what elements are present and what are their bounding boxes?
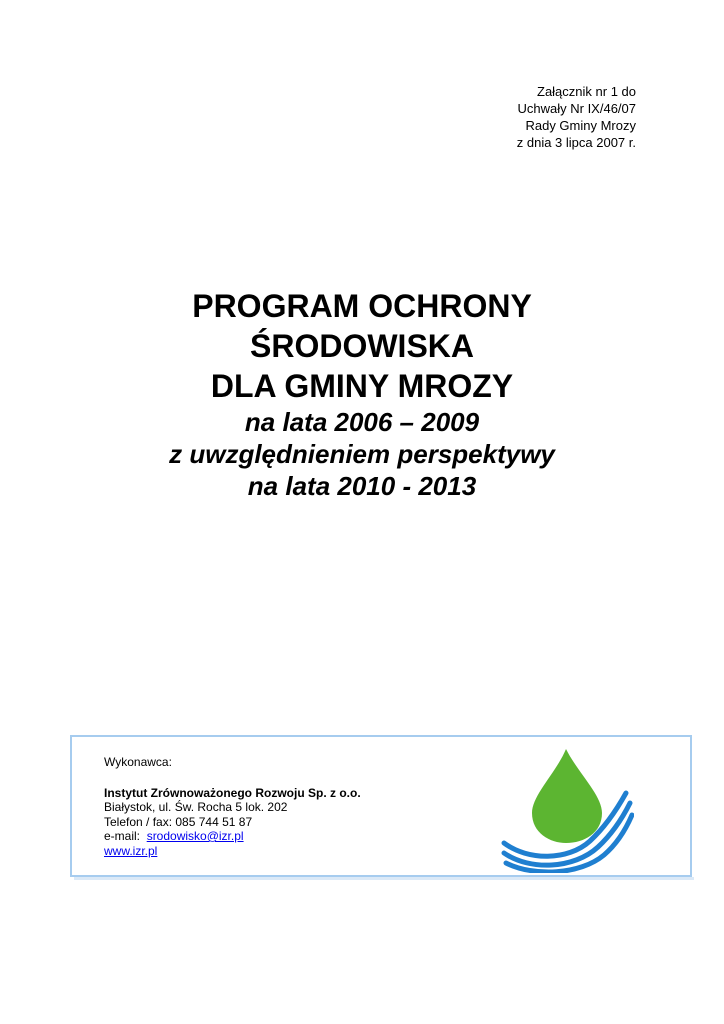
contractor-info	[104, 755, 361, 858]
subtitle-line-1: na lata 2006 – 2009	[244, 407, 480, 437]
attachment-line-4: z dnia 3 lipca 2007 r.	[516, 135, 636, 150]
website-link[interactable]: www.izr.pl	[104, 843, 158, 858]
title-line-1: PROGRAM OCHRONY	[192, 288, 532, 324]
izr-logo-icon	[498, 743, 634, 873]
document-title	[0, 286, 724, 502]
contractor-name: Instytut Zrównoważonego Rozwoju Sp. z o.o.	[104, 785, 361, 800]
attachment-note	[517, 83, 636, 151]
subtitle-line-3: na lata 2010 - 2013	[247, 471, 477, 501]
contractor-email-row	[104, 829, 361, 844]
attachment-line-1: Załącznik nr 1 do	[537, 84, 636, 99]
attachment-line-2: Uchwały Nr IX/46/07	[517, 101, 636, 116]
contractor-label: Wykonawca:	[104, 755, 172, 769]
logo-drop-shape	[532, 749, 602, 843]
subtitle-line-2: z uwzględnieniem perspektywy	[169, 439, 555, 469]
contractor-address: Białystok, ul. Św. Rocha 5 lok. 202	[104, 800, 288, 814]
attachment-line-3: Rady Gminy Mrozy	[525, 118, 636, 133]
title-line-3: DLA GMINY MROZY	[210, 368, 514, 404]
contractor-phone: Telefon / fax: 085 744 51 87	[104, 814, 253, 829]
contractor-box	[70, 735, 692, 877]
email-label: e-mail:	[104, 829, 141, 843]
email-link[interactable]: srodowisko@izr.pl	[146, 829, 244, 843]
title-line-2: ŚRODOWISKA	[250, 328, 474, 364]
